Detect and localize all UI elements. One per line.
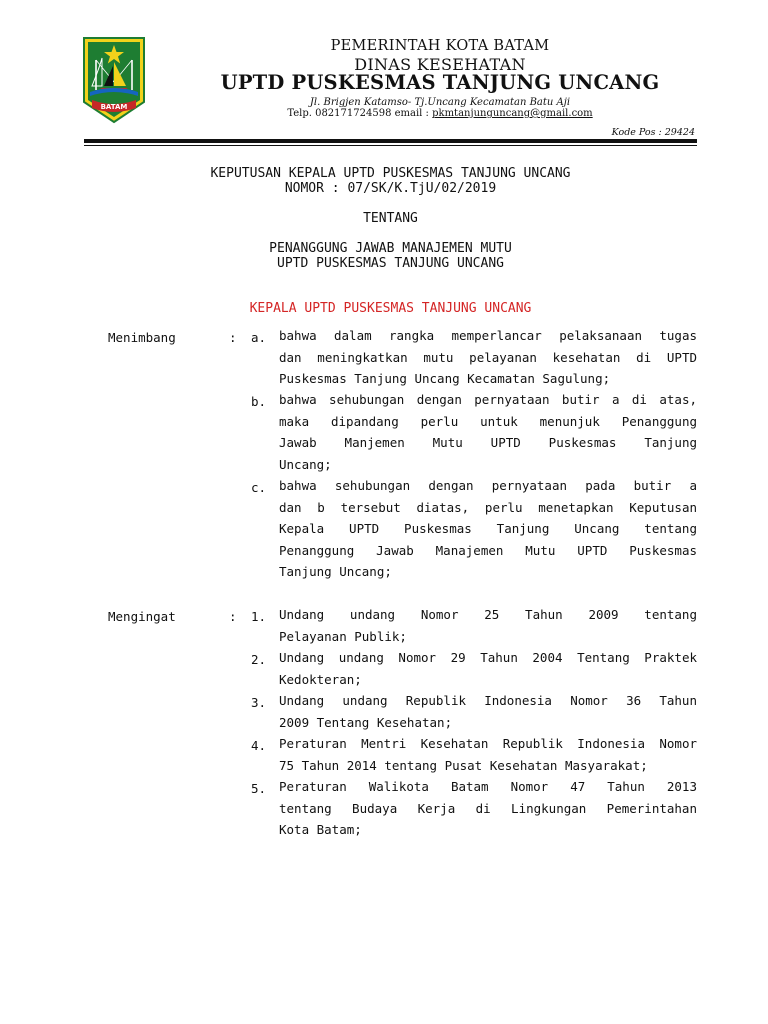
issuer-heading: KEPALA UPTD PUSKESMAS TANJUNG UNCANG: [249, 301, 532, 316]
mengingat-marker-2: 2.: [251, 652, 267, 667]
text-line: Kepala UPTD Puskesmas Tanjung Uncang tentang: [279, 521, 697, 536]
mengingat-item-3: [279, 690, 697, 733]
menimbang-item-b: [279, 389, 697, 475]
mengingat-item-2: [279, 647, 697, 690]
text-line: Puskesmas Tanjung Uncang Kecamatan Sagulung;: [279, 371, 611, 386]
text-line: dan meningkatkan mutu pelayanan kesehatan di UPTD: [279, 349, 697, 365]
text-line: Kota Batam;: [279, 822, 362, 837]
decree-number: NOMOR : 07/SK/K.TjU/02/2019: [284, 181, 497, 196]
decree-title: KEPUTUSAN KEPALA UPTD PUSKESMAS TANJUNG UNCANG: [210, 166, 571, 181]
text-line: Pelayanan Publik;: [279, 628, 407, 644]
mengingat-item-1: [279, 604, 697, 647]
header-divider-thin: [84, 145, 697, 146]
contact-line: [200, 108, 680, 119]
email-link[interactable]: pkmtanjunguncang@gmail.com: [432, 108, 593, 119]
text-line: 75 Tahun 2014 tentang Pusat Kesehatan Masyarakat;: [279, 757, 648, 773]
department-name: DINAS KESEHATAN: [354, 55, 526, 74]
text-line: Peraturan Mentri Kesehatan Republik Indonesia Nomor: [279, 736, 697, 751]
mengingat-item-4: [279, 733, 697, 776]
text-line: Tanjung Uncang;: [279, 564, 392, 579]
menimbang-marker-b: b.: [251, 394, 267, 409]
mengingat-marker-5: 5.: [251, 781, 267, 796]
organization-name: UPTD PUSKESMAS TANJUNG UNCANG: [220, 71, 660, 94]
about-label: TENTANG: [363, 211, 418, 226]
text-line: maka dipandang perlu untuk menunjuk Penanggung: [279, 413, 697, 429]
address: Jl. Brigjen Katamso- Tj.Uncang Kecamatan Batu Aji: [309, 97, 571, 108]
header-divider-thick: [84, 139, 697, 143]
mengingat-marker-1: 1.: [251, 609, 267, 624]
text-line: Kedokteran;: [279, 671, 362, 687]
text-line: Uncang;: [279, 456, 332, 472]
mengingat-marker-4: 4.: [251, 738, 267, 753]
text-line: Penanggung Jawab Manajemen Mutu UPTD Puskesmas: [279, 542, 697, 558]
batam-city-emblem-icon: [82, 36, 146, 124]
text-line: Undang undang Nomor 25 Tahun 2009 tentang: [279, 607, 697, 622]
menimbang-item-c: [279, 475, 697, 583]
text-line: Jawab Manjemen Mutu UPTD Puskesmas Tanjung: [279, 435, 697, 450]
menimbang-marker-a: a.: [251, 330, 267, 345]
text-line: Peraturan Walikota Batam Nomor 47 Tahun 2013: [279, 779, 697, 794]
phone-label: Telp. 082171724598 email :: [287, 108, 429, 119]
menimbang-label: Menimbang: [108, 330, 176, 345]
menimbang-marker-c: c.: [251, 480, 267, 495]
text-line: bahwa dalam rangka memperlancar pelaksanaan tugas: [279, 328, 697, 343]
mengingat-label: Mengingat: [108, 609, 176, 624]
postal-code: Kode Pos : 29424: [611, 127, 695, 138]
text-line: bahwa sehubungan dengan pernyataan pada butir a: [279, 478, 697, 493]
text-line: Undang undang Nomor 29 Tahun 2004 Tentang Praktek: [279, 650, 697, 665]
mengingat-colon: :: [229, 609, 237, 624]
subject-line-1: PENANGGUNG JAWAB MANAJEMEN MUTU: [269, 241, 512, 256]
text-line: tentang Budaya Kerja di Lingkungan Pemerintahan: [279, 800, 697, 816]
logo-text: BATAM: [100, 103, 128, 111]
text-line: bahwa sehubungan dengan pernyataan butir a di atas,: [279, 392, 697, 407]
menimbang-colon: :: [229, 330, 237, 345]
text-line: 2009 Tentang Kesehatan;: [279, 714, 453, 730]
text-line: Undang undang Republik Indonesia Nomor 36 Tahun: [279, 693, 697, 708]
subject-line-2: UPTD PUSKESMAS TANJUNG UNCANG: [277, 256, 504, 271]
text-line: dan b tersebut diatas, perlu menetapkan Keputusan: [279, 499, 697, 515]
mengingat-marker-3: 3.: [251, 695, 267, 710]
menimbang-item-a: [279, 325, 697, 390]
government-name: PEMERINTAH KOTA BATAM: [330, 38, 550, 54]
mengingat-item-5: [279, 776, 697, 841]
